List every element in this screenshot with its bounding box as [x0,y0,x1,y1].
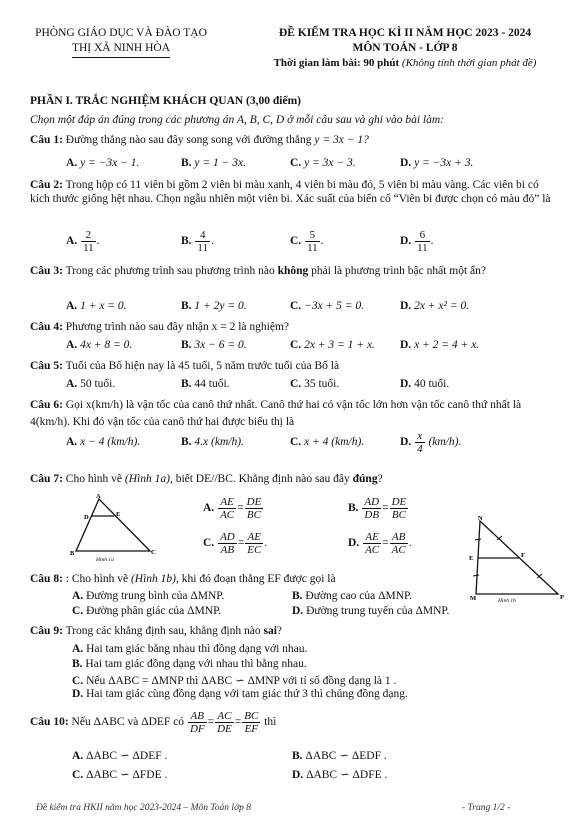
option-a[interactable]: A. $\frac{AE}{AC}$ = $\frac{DE}{BC}$ [203,496,262,521]
option-b[interactable]: B. Đường cao của ΔMNP. [292,590,413,602]
option-d[interactable]: D. 40 tuổi. [400,378,450,390]
option-d[interactable]: D. Đường trung tuyến của ΔMNP. [292,605,450,617]
option-c[interactable]: C. Đường phân giác của ΔMNP. [72,605,222,617]
option-b[interactable]: B. 4.x (km/h). [181,436,244,448]
option-a[interactable]: A. Đường trung bình của ΔMNP. [72,590,225,602]
question-text: Gọi x(km/h) là vận tốc của canô thứ nhất. Canô thứ hai có vận tốc lớn hơn vận tốc canô thứ nhất là 4(km/h). Khi đó vận tốc của canô thứ hai được biểu thị là [30,399,522,428]
question-7: Câu 7: Cho hình vẽ (Hình 1a), biết DE//BC. Khẳng định nào sau đây đúng? [30,473,383,485]
label-e: E [116,511,121,518]
question-9: Câu 9: Trong các khẳng định sau, khẳng định nào sai? [30,625,283,637]
district-name: THỊ XÃ NINH HÒA [72,41,170,58]
option-d[interactable]: D. $\frac{6}{11}$ . [400,229,434,254]
option-d[interactable]: D. 2x + x² = 0. [400,300,470,312]
option-c[interactable]: C. y = 3x − 3. [290,157,356,169]
option-c[interactable]: C. −3x + 5 = 0. [290,300,365,312]
option-a[interactable]: A. 50 tuổi. [66,378,116,390]
question-number: Câu 10: [30,716,69,729]
option-d[interactable]: D. $\frac{AE}{AC}$ = $\frac{AB}{AC}$ . [348,531,412,556]
question-text: Đường thẳng nào sau đây song song với đường thẳng [65,134,312,146]
option-b[interactable]: B. 1 + 2y = 0. [181,300,247,312]
option-a[interactable]: A. Hai tam giác bằng nhau thì đồng dạng với nhau. [72,643,308,655]
option-b[interactable]: B. Hai tam giác đồng dạng với nhau thì bằng nhau. [72,658,307,670]
section-title: PHẦN I. TRẮC NGHIỆM KHÁCH QUAN (3,00 điểm) [30,95,301,107]
option-b[interactable]: B. $\frac{AD}{DB}$ = $\frac{DE}{BC}$ [348,496,407,521]
option-a[interactable]: A. ΔABC ∽ ΔDEF . [72,750,168,762]
question-5 [30,359,558,373]
time-note: (Không tính thời gian phát đề) [401,57,537,69]
label-a: A [96,493,101,500]
figure-1b [468,512,572,604]
question-1 [30,133,558,147]
question-number: Câu 5: [30,360,63,372]
label-p: P [560,594,564,601]
label-b: B [70,550,75,557]
emphasis: sai [263,625,277,637]
question-expression: y = 3x − 1? [314,134,369,146]
option-c[interactable]: C. 2x + 3 = 1 + x. [290,339,375,351]
option-a[interactable]: A. 1 + x = 0. [66,300,127,312]
question-number: Câu 6: [30,399,63,411]
question-10: Câu 10: Nếu ΔABC và ΔDEF có $\frac{AB}{DF}$ = $\frac{AC}{DE}$ = $\frac{BC}{EF}$ thì [30,710,277,735]
question-4 [30,320,558,334]
label-m: M [470,595,477,602]
question-6 [30,397,558,431]
question-text: Phương trình nào sau đây nhận x = 2 là nghiệm? [65,321,289,333]
school-header [14,26,228,58]
question-2 [30,178,558,206]
figure-caption: Hình 1a [96,557,114,562]
question-number: Câu 7: [30,473,63,485]
option-b[interactable]: B. ΔABC ∽ ΔEDF . [292,750,387,762]
option-c[interactable]: C. $\frac{AD}{AB}$ = $\frac{AE}{EC}$ . [203,531,268,556]
time-label: Thời gian làm bài: 90 phút [273,57,400,69]
option-a[interactable]: A. 4x + 8 = 0. [66,339,133,351]
label-f: F [521,552,525,559]
option-c[interactable]: C. ΔABC ∽ ΔFDE . [72,769,168,781]
figure-1a [66,492,158,562]
emphasis: không [277,265,309,277]
option-b[interactable]: B. 44 tuổi. [181,378,230,390]
emphasis: đúng [352,473,378,485]
question-number: Câu 1: [30,134,63,146]
option-b[interactable]: B. y = 1 − 3x. [181,157,247,169]
exam-header [236,26,574,71]
triangle-abc [76,499,150,551]
question-text: Trong hộp có 11 viên bi gồm 2 viên bi màu xanh, 4 viên bi màu đỏ, 5 viên bi màu vàng. Các viên bi có kích thước giống hệt nhau. Chọn ngẫu nhiên một viên bi. Xác suất của biến cố “Viên bi được chọn có màu đỏ” là [30,179,551,205]
label-e: E [469,555,474,562]
option-d[interactable]: D. ΔABC ∽ ΔDFE . [292,769,388,781]
question-number: Câu 2: [30,179,63,191]
option-b[interactable]: B. $\frac{4}{11}$ . [181,229,214,254]
option-c[interactable]: C. $\frac{5}{11}$ . [290,229,324,254]
label-c: C [151,549,156,556]
figure-caption: Hình 1b [498,598,516,604]
option-d[interactable]: D. Hai tam giác cùng đồng dạng với tam giác thứ 3 thì chúng đồng dạng. [72,688,408,700]
question-number: Câu 3: [30,265,63,277]
option-a[interactable]: A. y = −3x − 1. [66,157,140,169]
section-instruction: Chọn một đáp án đúng trong các phương án A, B, C, D ở mỗi câu sau và ghi vào bài làm: [30,114,444,126]
question-text: Tuổi của Bố hiện nay là 45 tuổi, 5 năm trước tuổi của Bố là [65,360,340,372]
question-3: Câu 3: Trong các phương trình sau phương trình nào không phải là phương trình bậc nhất một ẩn? [30,265,487,277]
page-number: - Trang 1/2 - [462,803,511,813]
footer-left: Đề kiểm tra HKII năm học 2023-2024 – Môn Toán lớp 8 [36,803,252,813]
option-c[interactable]: C. x + 4 (km/h). [290,436,365,448]
option-c[interactable]: C. Nếu ΔABC = ΔMNP thì ΔABC ∽ ΔMNP với tỉ số đồng dạng là 1 . [72,675,397,687]
option-b[interactable]: B. 3x − 6 = 0. [181,339,247,351]
option-a[interactable]: A. x − 4 (km/h). [66,436,141,448]
option-a[interactable]: A. $\frac{2}{11}$ . [66,229,100,254]
exam-time [236,56,574,71]
exam-subject: MÔN TOÁN - LỚP 8 [352,42,458,54]
question-8: Câu 8: : Cho hình vẽ (Hình 1b), khi đó đoạn thẳng EF được gọi là [30,573,336,585]
question-number: Câu 9: [30,625,63,637]
label-d: D [84,514,89,521]
option-d[interactable]: D. x + 2 = 4 + x. [400,339,480,351]
option-d[interactable]: D. y = −3x + 3. [400,157,474,169]
department-name: PHÒNG GIÁO DỤC VÀ ĐÀO TẠO [35,27,207,39]
option-c[interactable]: C. 35 tuổi. [290,378,340,390]
label-n: N [478,515,483,522]
question-number: Câu 8: [30,573,63,585]
exam-title: ĐỀ KIỂM TRA HỌC KÌ II NĂM HỌC 2023 - 2024 [278,27,532,39]
option-d[interactable]: D. $\frac{x}{4}$ (km/h). [400,430,462,455]
question-number: Câu 4: [30,321,63,333]
